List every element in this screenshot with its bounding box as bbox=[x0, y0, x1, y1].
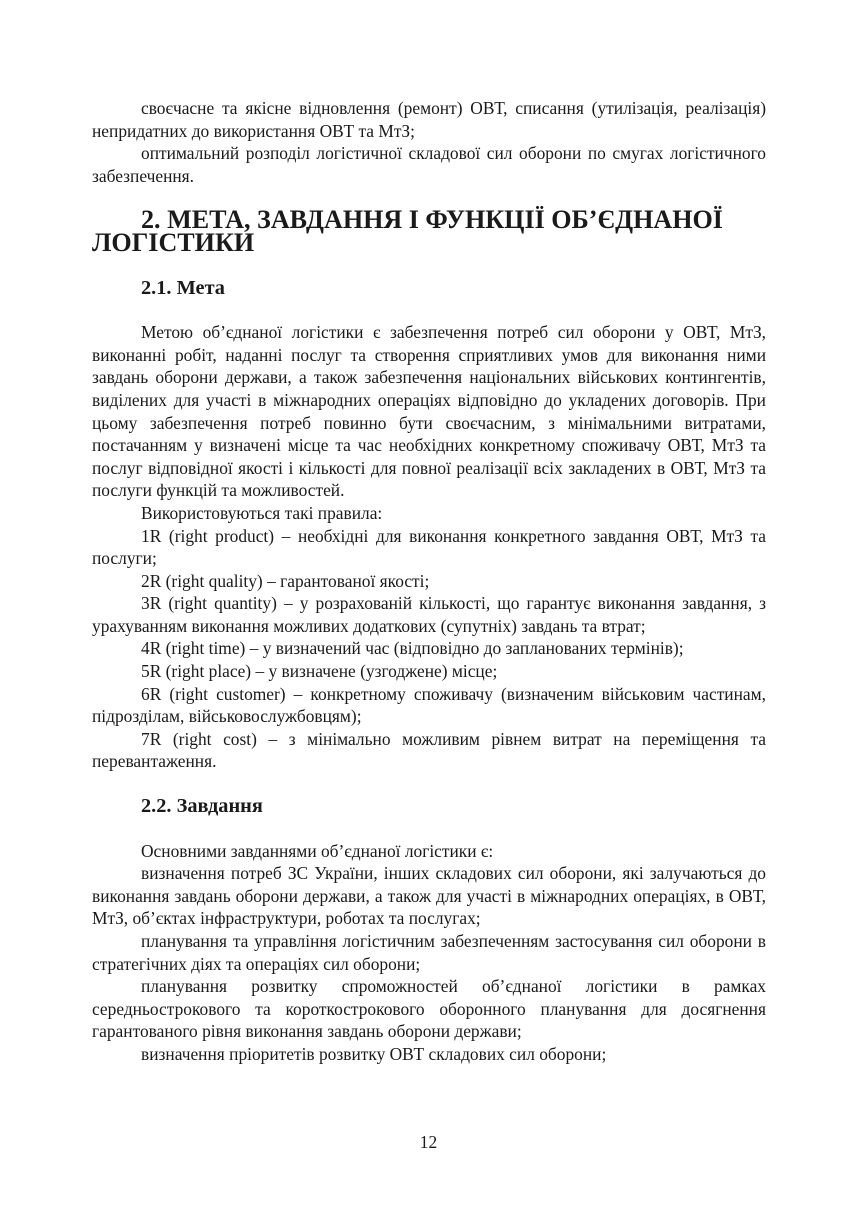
paragraph-distribution: оптимальний розподіл логістичної складової сил оборони по смугах логістичного забезпечення. bbox=[92, 143, 766, 186]
paragraph-tasks-intro: Основними завданнями об’єднаної логістики є: bbox=[141, 840, 494, 861]
paragraph-goal: Метою об’єднаної логістики є забезпечення потреб сил оборони у ОВТ, МтЗ, виконанні робіт, наданні послуг та створення сприятливих умов для виконання ними завдань оборони держави, а також забезпечення національних військових контингентів, виділених для участі в міжнародних операціях відповідно до укладених договорів. При цьому забезпечення потреб повинно бути своєчасним, з мінімальними витратами, постачанням у визначені місце та час необхідних конкретному споживачу ОВТ, МтЗ та послуг відповідної якості і кількості для повної реалізації всіх закладених в ОВТ, МтЗ та послуги функцій та можливостей. bbox=[92, 322, 766, 501]
task-capabilities: планування розвитку спроможностей об’єднаної логістики в рамках середньострокового та короткострокового оборонного планування для досягнення гарантованого рівня виконання завдань оборони держави; bbox=[92, 976, 766, 1042]
paragraph-repair: своєчасне та якісне відновлення (ремонт) ОВТ, списання (утилізація, реалізація) непридатних до використання ОВТ та МтЗ; bbox=[92, 98, 766, 141]
rule-2r: 2R (right quality) – гарантованої якості; bbox=[141, 570, 430, 591]
subsection-heading-2-1: 2.1. Мета bbox=[141, 276, 225, 299]
section-heading-2: 2. МЕТА, ЗАВДАННЯ І ФУНКЦІЇ ОБ’ЄДНАНОЇ ЛОГІСТИКИ bbox=[92, 205, 723, 257]
rule-6r: 6R (right customer) – конкретному споживачу (визначеним військовим частинам, підрозділам, військовослужбовцям); bbox=[92, 683, 766, 727]
subsection-heading-2-2: 2.2. Завдання bbox=[141, 795, 263, 818]
page-number: 12 bbox=[419, 1132, 438, 1152]
task-priorities: визначення пріоритетів розвитку ОВТ складових сил оборони; bbox=[141, 1043, 607, 1064]
rule-4r: 4R (right time) – у визначений час (відповідно до запланованих термінів); bbox=[141, 638, 684, 659]
rule-3r: 3R (right quantity) – у розрахованій кількості, що гарантує виконання завдання, з урахуванням виконання можливих додаткових (супутніх) завдань та втрат; bbox=[92, 593, 766, 636]
rule-1r: 1R (right product) – необхідні для виконання конкретного завдання ОВТ, МтЗ та послуги; bbox=[92, 525, 766, 569]
rule-7r: 7R (right cost) – з мінімально можливим рівнем витрат на переміщення та перевантаження. bbox=[92, 728, 766, 772]
task-needs: визначення потреб ЗС України, інших складових сил оборони, які залучаються до виконання завдань оборони держави, а також для участі в міжнародних операціях, в ОВТ, МтЗ, об’єктах інфраструктури, роботах та послугах; bbox=[92, 863, 766, 929]
rule-5r: 5R (right place) – у визначене (узгоджене) місце; bbox=[141, 661, 498, 682]
page-body bbox=[92, 0, 766, 1066]
task-planning: планування та управління логістичним забезпеченням застосування сил оборони в стратегічних діях та операціях сил оборони; bbox=[92, 931, 766, 974]
paragraph-rules-intro: Використовуються такі правила: bbox=[141, 502, 383, 523]
